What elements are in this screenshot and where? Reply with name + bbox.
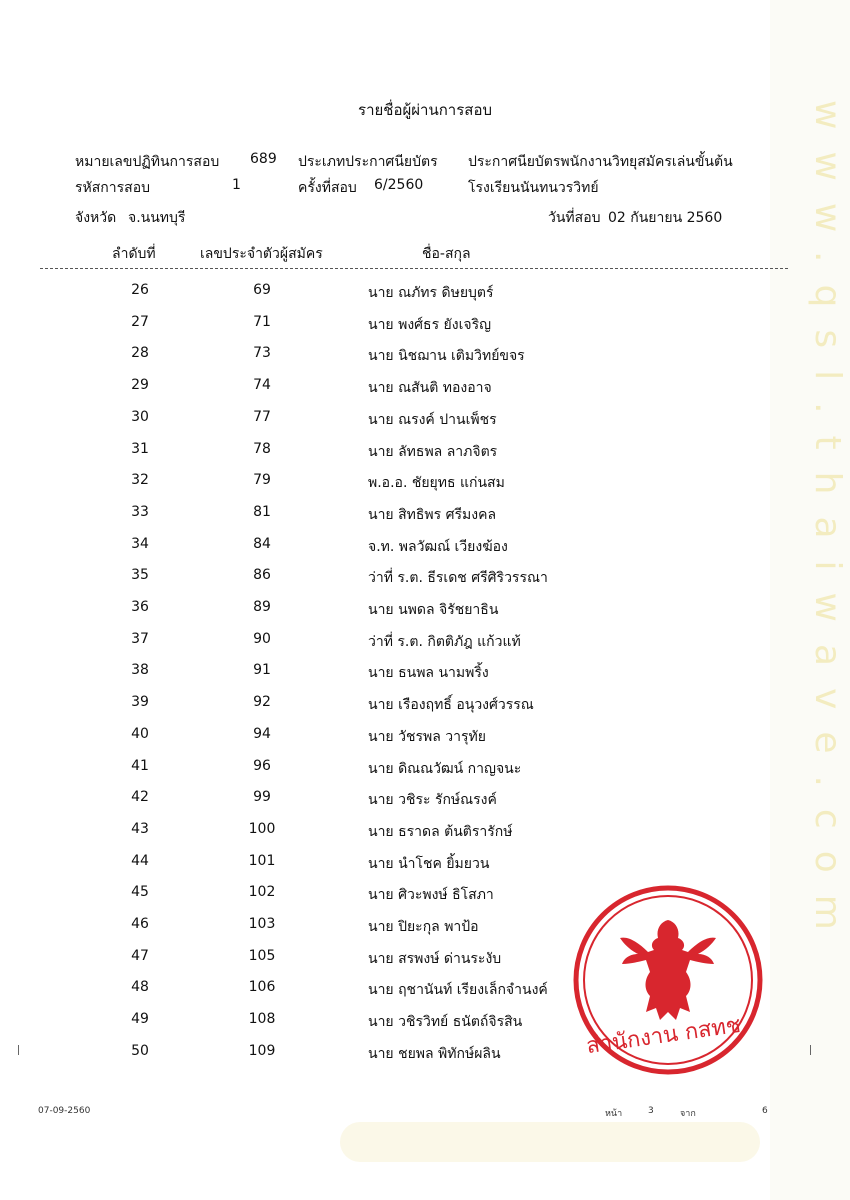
applicant-id: 106 [248,979,276,996]
applicant-name: นาย ลัทธพล ลาภจิตร [368,443,498,460]
applicant-id: 89 [253,599,271,615]
garuda-emblem-icon [620,920,716,1020]
applicant-name: นาย สิทธิพร ศรีมงคล [368,506,497,523]
page-label: หน้า [605,1109,623,1119]
watermark: www.qsl.thaiwave.com [807,100,848,952]
type-value: ประกาศนียบัตรพนักงานวิทยุสมัครเล่นขั้นต้น [468,154,733,170]
applicant-name: นาย ธราดล ต้นติรารักษ์ [368,823,513,840]
table-row [0,656,850,688]
applicant-id: 78 [253,440,271,457]
applicant-id: 96 [253,757,271,774]
session-value: 6/2560 [374,177,424,193]
applicant-id: 94 [253,725,271,742]
table-row [0,435,850,467]
row-number: 41 [131,757,149,774]
row-number: 30 [131,408,149,425]
row-number: 35 [131,567,149,584]
table-row [0,530,850,562]
applicant-id: 69 [253,282,271,298]
school-name: โรงเรียนนันทนวรวิทย์ [468,180,599,196]
applicant-id: 109 [248,1042,276,1059]
applicant-name: นาย ศิวะพงษ์ ธิโสภา [368,887,494,904]
row-number: 43 [131,820,149,837]
applicant-id: 102 [248,884,276,901]
table-row [0,625,850,657]
table-row [0,339,850,371]
row-number: 27 [131,313,149,330]
row-number: 44 [131,852,149,869]
applicant-id: 74 [253,377,271,394]
type-label: ประเภทประกาศนียบัตร [298,154,438,170]
applicant-name: นาย สรพงษ์ ด่านระงับ [368,950,502,967]
applicant-name: นาย ฤชานันท์ เรียงเล็กจำนงค์ [368,982,548,999]
row-number: 28 [131,345,149,362]
table-row [0,847,850,879]
row-number: 37 [131,630,149,647]
row-number: 31 [131,440,149,457]
applicant-name: นาย วชิระ รักษ์ณรงค์ [368,792,497,809]
applicant-id: 71 [253,313,271,330]
table-row [0,688,850,720]
applicant-id: 105 [248,947,276,964]
table-row [0,371,850,403]
page-number: 3 [648,1106,654,1116]
column-header-name: ชื่อ-สกุล [422,246,471,262]
page-title: รายชื่อผู้ผ่านการสอบ [358,101,492,119]
applicant-name: นาย ธนพล นามพริ้ง [368,665,489,682]
row-number: 39 [131,694,149,711]
table-row [0,466,850,498]
row-number: 48 [131,979,149,996]
applicant-id: 90 [253,630,271,647]
applicant-name: นาย วัชรพล วารุทัย [368,728,486,745]
table-row [0,498,850,530]
applicant-id: 81 [253,503,271,520]
applicant-name: นาย ณรงค์ ปานเพ็ชร [368,411,497,428]
applicant-id: 77 [253,408,271,425]
row-number: 29 [131,377,149,394]
row-number: 33 [131,503,149,520]
applicant-name: นาย เรืองฤทธิ์ อนุวงศ์วรรณ [368,697,534,714]
applicant-id: 99 [253,789,271,806]
applicant-name: นาย นิชฌาน เติมวิทย์ขจร [368,348,525,365]
table-row [0,752,850,784]
header-divider [40,268,788,269]
row-number: 26 [131,282,149,298]
exam-code-value: 1 [232,177,241,193]
applicant-name: นาย นพดล จิรัชยาธิน [368,602,499,618]
table-row [0,308,850,340]
exam-date-label: วันที่สอบ [548,210,601,226]
seal-text: สำนักงาน กสทช. [584,1011,750,1060]
row-number: 40 [131,725,149,742]
applicant-name: จ.ท. พลวัฒณ์ เวียงฆ้อง [368,538,508,555]
permit-label: หมายเลขปฏิทินการสอบ [75,154,220,170]
exam-code-label: รหัสการสอบ [75,180,150,196]
row-number: 47 [131,947,149,964]
applicant-id: 79 [253,472,271,489]
province-value: จ.นนทบุรี [128,210,186,226]
row-number: 36 [131,599,149,615]
applicant-id: 103 [248,916,276,932]
applicant-id: 101 [248,852,276,869]
row-number: 38 [131,662,149,679]
row-number: 45 [131,884,149,901]
session-label: ครั้งที่สอบ [298,180,357,196]
applicant-name: นาย ดิณณวัฒน์ กาญจนะ [368,760,522,777]
applicant-name: นาย วชิรวิทย์ ธนัตถ์จิรสิน [368,1014,523,1031]
row-number: 49 [131,1011,149,1028]
applicant-id: 86 [253,567,271,584]
permit-value: 689 [250,151,277,167]
print-date: 07-09-2560 [38,1106,91,1116]
applicant-name: นาย ปิยะกุล พาป้อ [368,919,479,935]
of-label: จาก [680,1109,696,1119]
applicant-name: ว่าที่ ร.ต. ธีรเดช ศรีศิริวรรณา [368,570,548,587]
province-label: จังหวัด [75,210,117,226]
applicant-name: ว่าที่ ร.ต. กิตติภัฎ แก้วแท้ [368,633,521,650]
table-row [0,276,850,308]
applicant-name: นาย พงศ์ธร ยังเจริญ [368,316,492,333]
row-number: 32 [131,472,149,489]
row-number: 42 [131,789,149,806]
page-total: 6 [762,1106,768,1116]
row-number: 50 [131,1042,149,1059]
applicant-name: นาย ชยพล พิทักษ์ผลิน [368,1045,501,1062]
table-row [0,815,850,847]
column-header-no: ลำดับที่ [112,246,156,262]
row-number: 34 [131,535,149,552]
exam-date-value: 02 กันยายน 2560 [608,210,723,226]
applicant-name: นาย ณภัทร ดิษยบุตร์ [368,285,494,301]
applicant-id: 108 [248,1011,276,1028]
official-seal [568,880,768,1080]
applicant-id: 84 [253,535,271,552]
scan-mark-left [18,1045,19,1055]
applicant-id: 100 [248,820,276,837]
table-row [0,403,850,435]
applicant-id: 91 [253,662,271,679]
table-row [0,783,850,815]
table-row [0,593,850,625]
applicant-id: 92 [253,694,271,711]
applicant-name: นาย นำโชค ยิ้มยวน [368,855,490,872]
scan-smudge [340,1122,760,1162]
scan-mark-right [810,1045,811,1055]
table-row [0,561,850,593]
row-number: 46 [131,916,149,932]
applicant-id: 73 [253,345,271,362]
table-row [0,720,850,752]
applicant-name: พ.อ.อ. ชัยยุทธ แก่นสม [368,475,505,492]
applicant-name: นาย ณสันติ ทองอาจ [368,380,492,397]
column-header-id: เลขประจำตัวผู้สมัคร [200,246,323,262]
